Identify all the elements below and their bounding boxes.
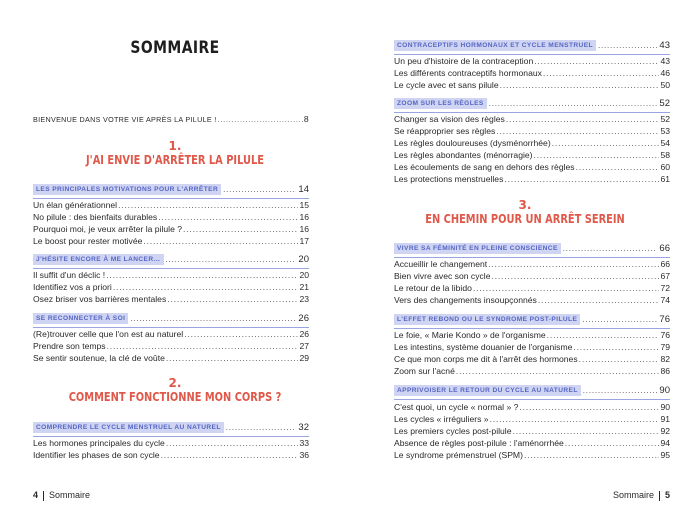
toc-entry-label: Le boost pour rester motivée: [33, 236, 143, 246]
toc-entry[interactable]: [394, 330, 670, 340]
toc-page-number: 72: [660, 283, 670, 293]
toc-page-number: 21: [299, 282, 309, 292]
dot-leader: [184, 329, 298, 339]
dot-leader: [223, 185, 296, 194]
toc-entry-welcome[interactable]: [33, 114, 309, 124]
toc-entry[interactable]: [394, 414, 670, 424]
toc-entry[interactable]: [394, 426, 670, 436]
section-rule: [394, 257, 670, 258]
toc-page-number: 91: [660, 414, 670, 424]
toc-entry[interactable]: [33, 236, 309, 246]
toc-entry[interactable]: [33, 270, 309, 280]
toc-entry[interactable]: [394, 342, 670, 352]
section-badge: CONTRACEPTIFS HORMONAUX ET CYCLE MENSTRUEL: [394, 40, 596, 51]
section-rule: [33, 436, 309, 437]
dot-leader: [534, 150, 660, 160]
dot-leader: [473, 283, 660, 293]
toc-entry-label: Vers des changements insoupçonnés: [394, 295, 537, 305]
toc-entry-label: Zoom sur l'acné: [394, 366, 455, 376]
toc-entry[interactable]: [394, 174, 670, 184]
toc-page-number: 29: [299, 353, 309, 363]
toc-page-number: 17: [299, 236, 309, 246]
part-heading-3: [350, 198, 700, 226]
toc-entry[interactable]: [33, 224, 309, 234]
dot-leader: [563, 244, 658, 253]
dot-leader: [161, 450, 299, 460]
toc-entry[interactable]: [33, 450, 309, 460]
toc-page-number: 16: [299, 212, 309, 222]
toc-entry[interactable]: [394, 366, 670, 376]
dot-leader: [158, 212, 298, 222]
toc-entry[interactable]: [394, 114, 670, 124]
toc-entry-label: Les hormones principales du cycle: [33, 438, 165, 448]
toc-page-number: 94: [660, 438, 670, 448]
right-page: [350, 0, 700, 512]
dot-leader: [218, 115, 303, 124]
dot-leader: [490, 414, 660, 424]
part-title: J'AI ENVIE D'ARRÊTER LA PILULE: [86, 153, 264, 167]
dot-leader: [500, 80, 660, 90]
toc-page-number: 95: [660, 450, 670, 460]
toc-page-number: 66: [660, 259, 670, 269]
toc-entry-label: Identifiez vos a priori: [33, 282, 112, 292]
toc-entry-label: Le foie, « Marie Kondo » de l'organisme: [394, 330, 546, 340]
dot-leader: [513, 426, 660, 436]
section-badge: COMPRENDRE LE CYCLE MENSTRUEL AU NATUREL: [33, 422, 224, 433]
toc-page-number: 90: [659, 385, 670, 396]
toc-page-number: 82: [660, 354, 670, 364]
toc-entry-label: Les protections menstruelles: [394, 174, 504, 184]
toc-section-feminite[interactable]: [394, 243, 670, 254]
toc-page-number: 54: [660, 138, 670, 148]
dot-leader: [496, 126, 659, 136]
dot-leader: [166, 255, 297, 264]
dot-leader: [226, 423, 297, 432]
toc-entry[interactable]: [33, 438, 309, 448]
toc-page-number: 66: [659, 243, 670, 254]
dot-leader: [576, 162, 660, 172]
toc-entry[interactable]: [394, 126, 670, 136]
toc-section-motivations[interactable]: [33, 184, 309, 195]
toc-page-number: 92: [660, 426, 670, 436]
dot-leader: [183, 224, 298, 234]
part-title: EN CHEMIN POUR UN ARRÊT SEREIN: [425, 212, 625, 226]
page-number: 5: [664, 490, 670, 500]
footer-label: Sommaire: [49, 490, 91, 500]
dot-leader: [489, 99, 658, 108]
toc-page-number: 20: [298, 254, 309, 265]
toc-entry-label: Un élan générationnel: [33, 200, 118, 210]
toc-entry-label: Le syndrome prémenstruel (SPM): [394, 450, 523, 460]
toc-entry-label: No pilule : des bienfaits durables: [33, 212, 158, 222]
dot-leader: [547, 330, 660, 340]
dot-leader: [166, 353, 299, 363]
section-badge: ZOOM SUR LES RÈGLES: [394, 98, 487, 109]
page-number: 4: [33, 490, 39, 500]
dot-leader: [107, 341, 299, 351]
toc-page-number: 16: [299, 224, 309, 234]
toc-entry-label: Le cycle avec et sans pilule: [394, 80, 499, 90]
toc-entry-label: Absence de règles post-pilule : l'aménorrhée: [394, 438, 564, 448]
dot-leader: [579, 354, 660, 364]
page-footer: [613, 490, 670, 501]
toc-entry[interactable]: [394, 402, 670, 412]
toc-page-number: 67: [660, 271, 670, 281]
dot-leader: [504, 174, 659, 184]
toc-page-number: 58: [660, 150, 670, 160]
toc-page-number: 46: [660, 68, 670, 78]
section-rule: [394, 112, 670, 113]
dot-leader: [491, 271, 659, 281]
section-badge: L'EFFET REBOND OU LE SYNDROME POST-PILULE: [394, 314, 580, 325]
dot-leader: [538, 295, 660, 305]
toc-entry-label: Ce que mon corps me dit à l'arrêt des hormones: [394, 354, 578, 364]
toc-entry-label: Les cycles « irréguliers »: [394, 414, 489, 424]
dot-leader: [456, 366, 660, 376]
toc-entry[interactable]: [394, 438, 670, 448]
toc-section-regles[interactable]: [394, 98, 670, 109]
toc-section-effet-rebond[interactable]: [394, 314, 670, 325]
dot-leader: [113, 282, 299, 292]
footer-divider: [43, 491, 44, 501]
section-rule: [394, 399, 670, 400]
toc-entry-label: Les premiers cycles post-pilule: [394, 426, 512, 436]
section-badge: VIVRE SA FÉMINITÉ EN PLEINE CONSCIENCE: [394, 243, 561, 254]
toc-page-number: 27: [299, 341, 309, 351]
dot-leader: [573, 342, 659, 352]
dot-leader: [143, 236, 298, 246]
toc-entry-label: Identifier les phases de son cycle: [33, 450, 160, 460]
toc-entry-label: Se sentir soutenue, la clé de voûte: [33, 353, 165, 363]
section-badge: LES PRINCIPALES MOTIVATIONS POUR L'ARRÊTER: [33, 184, 221, 195]
part-number: 1.: [168, 139, 182, 153]
section-rule: [33, 198, 309, 199]
toc-entry-label: Un peu d'histoire de la contraception: [394, 56, 534, 66]
dot-leader: [130, 314, 296, 323]
toc-entry-label: Accueillir le changement: [394, 259, 488, 269]
toc-page-number: 43: [660, 56, 670, 66]
toc-entry[interactable]: [394, 259, 670, 269]
toc-page-number: 26: [298, 313, 309, 324]
toc-entry[interactable]: [394, 354, 670, 364]
toc-entry-label: Les écoulements de sang en dehors des règles: [394, 162, 575, 172]
toc-entry-label: Il suffit d'un déclic !: [33, 270, 106, 280]
dot-leader: [488, 259, 659, 269]
toc-page-number: 74: [660, 295, 670, 305]
toc-entry[interactable]: [33, 353, 309, 363]
toc-page-number: 76: [659, 314, 670, 325]
toc-entry[interactable]: [394, 271, 670, 281]
toc-page-number: 14: [298, 184, 309, 195]
toc-entry[interactable]: [33, 341, 309, 351]
toc-section-contraceptifs[interactable]: [394, 40, 670, 51]
toc-entry-label: Prendre son temps: [33, 341, 106, 351]
part-title: COMMENT FONCTIONNE MON CORPS ?: [68, 390, 282, 404]
toc-page-number: 36: [299, 450, 309, 460]
dot-leader: [166, 438, 299, 448]
toc-entry[interactable]: [33, 329, 309, 339]
toc-entry[interactable]: [394, 68, 670, 78]
toc-entry-label: (Re)trouver celle que l'on est au naturel: [33, 329, 184, 339]
toc-page-number: 76: [660, 330, 670, 340]
toc-entry[interactable]: [394, 150, 670, 160]
toc-page-number: 50: [660, 80, 670, 90]
section-rule: [33, 327, 309, 328]
toc-entry[interactable]: [394, 450, 670, 460]
toc-page-number: 33: [299, 438, 309, 448]
toc-entry[interactable]: [33, 200, 309, 210]
part-heading-1: [0, 139, 350, 167]
toc-entry-label: Pourquoi moi, je veux arrêter la pilule ?: [33, 224, 183, 234]
toc-entry-label: Les intestins, système douanier de l'organisme: [394, 342, 573, 352]
toc-section-reconnecter[interactable]: [33, 313, 309, 324]
toc-page-number: 20: [299, 270, 309, 280]
toc-page-number: 23: [299, 294, 309, 304]
toc-entry[interactable]: [394, 162, 670, 172]
toc-entry[interactable]: [33, 294, 309, 304]
dot-leader: [583, 386, 658, 395]
dot-leader: [552, 138, 660, 148]
toc-page-number: 61: [660, 174, 670, 184]
dot-leader: [506, 114, 660, 124]
toc-page-number: 26: [299, 329, 309, 339]
toc-entry[interactable]: [394, 283, 670, 293]
toc-entry-label: Bien vivre avec son cycle: [394, 271, 491, 281]
toc-entry[interactable]: [394, 295, 670, 305]
footer-divider: [659, 491, 660, 501]
toc-entry[interactable]: [33, 212, 309, 222]
section-badge: APPRIVOISER LE RETOUR DU CYCLE AU NATUREL: [394, 385, 581, 396]
page-footer: [33, 490, 90, 501]
toc-entry-label: Osez briser vos barrières mentales: [33, 294, 167, 304]
toc-entry-label: Se réapproprier ses règles: [394, 126, 496, 136]
section-badge: SE RECONNECTER À SOI: [33, 313, 128, 324]
toc-page-number: 32: [298, 422, 309, 433]
dot-leader: [543, 68, 660, 78]
dot-leader: [582, 315, 657, 324]
part-number: 2.: [168, 376, 182, 390]
dot-leader: [598, 41, 657, 50]
toc-entry-label: C'est quoi, un cycle « normal » ?: [394, 402, 519, 412]
toc-page-number: 52: [660, 114, 670, 124]
part-heading-2: [0, 376, 350, 404]
toc-page-number: 43: [659, 40, 670, 51]
toc-entry[interactable]: [394, 80, 670, 90]
toc-entry-label: Les règles abondantes (ménorragie): [394, 150, 533, 160]
toc-entry[interactable]: [33, 282, 309, 292]
toc-entry[interactable]: [394, 138, 670, 148]
footer-label: Sommaire: [612, 490, 654, 500]
dot-leader: [565, 438, 660, 448]
dot-leader: [118, 200, 298, 210]
toc-section-apprivoiser[interactable]: [394, 385, 670, 396]
toc-section-cycle[interactable]: [33, 422, 309, 433]
toc-page-number: 90: [660, 402, 670, 412]
dot-leader: [519, 402, 659, 412]
toc-page-number: 79: [660, 342, 670, 352]
toc-page-number: 8: [303, 114, 309, 124]
toc-entry-label: Changer sa vision des règles: [394, 114, 505, 124]
section-rule: [394, 328, 670, 329]
toc-entry-label: BIENVENUE DANS VOTRE VIE APRÈS LA PILULE !: [33, 115, 217, 124]
page-title: SOMMAIRE: [130, 38, 220, 58]
toc-entry-label: Le retour de la libido: [394, 283, 472, 293]
toc-page-number: 15: [299, 200, 309, 210]
toc-entry-label: Les règles douloureuses (dysménorrhée): [394, 138, 551, 148]
toc-page-number: 60: [660, 162, 670, 172]
dot-leader: [534, 56, 659, 66]
section-rule: [33, 268, 309, 269]
toc-entry-label: Les différents contraceptifs hormonaux: [394, 68, 542, 78]
toc-entry[interactable]: [394, 56, 670, 66]
toc-section-hesite[interactable]: [33, 254, 309, 265]
dot-leader: [524, 450, 659, 460]
dot-leader: [106, 270, 298, 280]
section-rule: [394, 54, 670, 55]
dot-leader: [167, 294, 298, 304]
toc-page-number: 86: [660, 366, 670, 376]
toc-page-number: 53: [660, 126, 670, 136]
toc-page-number: 52: [659, 98, 670, 109]
section-badge: J'HÉSITE ENCORE À ME LANCER…: [33, 254, 164, 265]
part-number: 3.: [518, 198, 532, 212]
